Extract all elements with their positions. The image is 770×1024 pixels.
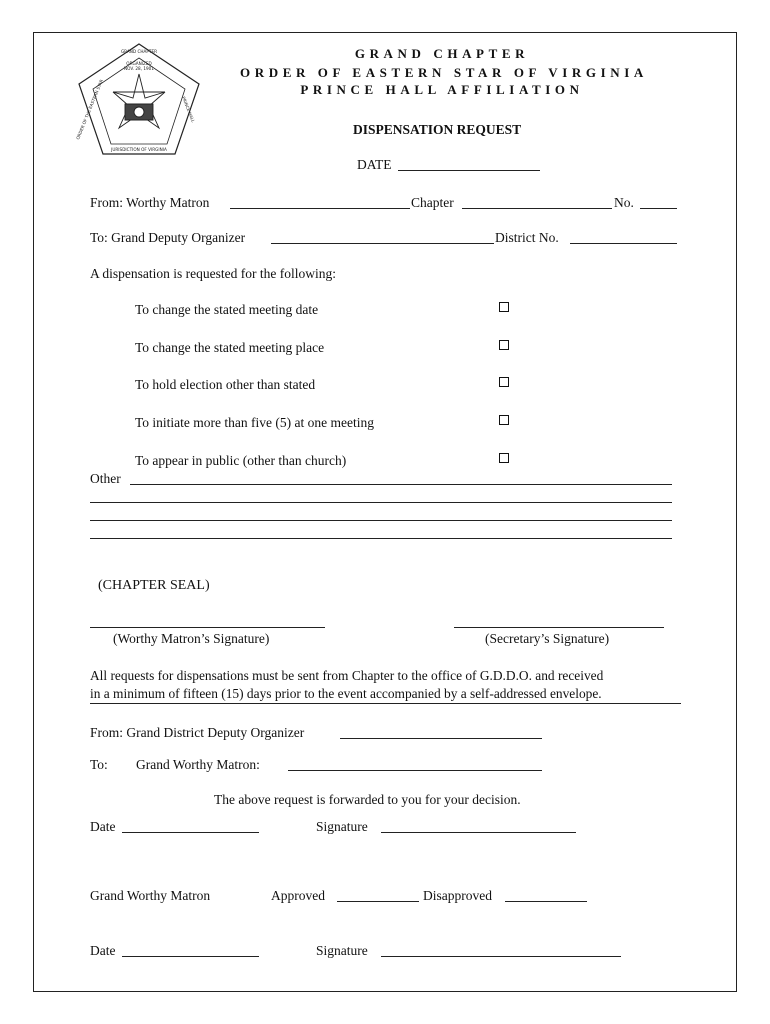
decision-date-label: Date bbox=[90, 943, 116, 958]
option-label: To hold election other than stated bbox=[135, 377, 316, 392]
forward-date-label: Date bbox=[90, 819, 116, 834]
form-frame bbox=[33, 32, 737, 992]
date-label: DATE bbox=[357, 157, 392, 172]
disapproved-field[interactable] bbox=[505, 901, 587, 902]
decision-date-field[interactable] bbox=[122, 956, 259, 957]
forward-to-value: Grand Worthy Matron: bbox=[136, 757, 260, 772]
chapter-seal-label: (CHAPTER SEAL) bbox=[98, 578, 210, 593]
worthy-matron-field[interactable] bbox=[230, 208, 410, 209]
decision-signature-label: Signature bbox=[316, 943, 368, 958]
option-label: To change the stated meeting place bbox=[135, 340, 325, 355]
other-field[interactable] bbox=[130, 484, 672, 485]
seal-organized-text: ORGANIZED bbox=[126, 61, 152, 66]
request-intro: A dispensation is requested for the following: bbox=[90, 266, 336, 281]
chapter-no-label: No. bbox=[614, 195, 634, 210]
forward-to-field[interactable] bbox=[288, 770, 542, 771]
forward-signature-field[interactable] bbox=[381, 832, 576, 833]
chapter-no-field[interactable] bbox=[640, 208, 677, 209]
other-label: Other bbox=[90, 471, 121, 486]
option-label: To initiate more than five (5) at one meeting bbox=[135, 415, 374, 430]
seal-right-text: PRINCE HALL bbox=[180, 95, 196, 124]
district-no-label: District No. bbox=[495, 230, 559, 245]
seal-top-text: GRAND CHAPTER bbox=[120, 49, 158, 54]
forward-date-field[interactable] bbox=[122, 832, 259, 833]
option-checkbox[interactable] bbox=[499, 377, 509, 387]
grand-chapter-seal bbox=[73, 40, 205, 160]
worthy-matron-signature-label: (Worthy Matron’s Signature) bbox=[113, 631, 270, 646]
header-grand-chapter: GRAND CHAPTER bbox=[354, 46, 530, 61]
secretary-signature-line[interactable] bbox=[454, 627, 664, 628]
to-gdo-label: To: Grand Deputy Organizer bbox=[90, 230, 246, 245]
from-worthy-matron-label: From: Worthy Matron bbox=[90, 195, 210, 210]
approved-field[interactable] bbox=[337, 901, 419, 902]
forward-from-label: From: Grand District Deputy Organizer bbox=[90, 725, 305, 740]
date-field[interactable] bbox=[398, 170, 540, 171]
secretary-signature-label: (Secretary’s Signature) bbox=[485, 631, 610, 646]
option-checkbox[interactable] bbox=[499, 340, 509, 350]
forward-statement: The above request is forwarded to you for your decision. bbox=[214, 792, 521, 807]
seal-left-text: ORDER OF THE EASTERN STAR bbox=[75, 78, 104, 141]
option-checkbox[interactable] bbox=[499, 415, 509, 425]
option-checkbox[interactable] bbox=[499, 453, 509, 463]
approved-label: Approved bbox=[271, 888, 325, 903]
form-title: DISPENSATION REQUEST bbox=[353, 122, 522, 137]
worthy-matron-signature-line[interactable] bbox=[90, 627, 325, 628]
chapter-label: Chapter bbox=[411, 195, 454, 210]
option-label: To change the stated meeting date bbox=[135, 302, 319, 317]
gwm-label: Grand Worthy Matron bbox=[90, 888, 211, 903]
notice-line-2: in a minimum of fifteen (15) days prior to the event accompanied by a self-addressed envelope. bbox=[90, 686, 602, 701]
other-line[interactable] bbox=[90, 502, 672, 503]
header-prince-hall: PRINCE HALL AFFILIATION bbox=[300, 82, 584, 97]
seal-date-text: NOV. 28, 1901 bbox=[124, 66, 154, 71]
notice-line-1: All requests for dispensations must be sent from Chapter to the office of G.D.D.O. and received bbox=[90, 668, 604, 683]
gdo-field[interactable] bbox=[271, 243, 494, 244]
forward-to-label: To: bbox=[90, 757, 108, 772]
district-no-field[interactable] bbox=[570, 243, 677, 244]
other-line[interactable] bbox=[90, 520, 672, 521]
chapter-field[interactable] bbox=[462, 208, 612, 209]
seal-bottom-text: JURISDICTION OF VIRGINIA bbox=[111, 147, 167, 152]
forward-signature-label: Signature bbox=[316, 819, 368, 834]
option-checkbox[interactable] bbox=[499, 302, 509, 312]
disapproved-label: Disapproved bbox=[423, 888, 492, 903]
decision-signature-field[interactable] bbox=[381, 956, 621, 957]
header-order: ORDER OF EASTERN STAR OF VIRGINIA bbox=[240, 65, 648, 80]
other-line[interactable] bbox=[90, 538, 672, 539]
forward-from-field[interactable] bbox=[340, 738, 542, 739]
section-divider bbox=[90, 703, 681, 704]
option-label: To appear in public (other than church) bbox=[135, 453, 347, 468]
